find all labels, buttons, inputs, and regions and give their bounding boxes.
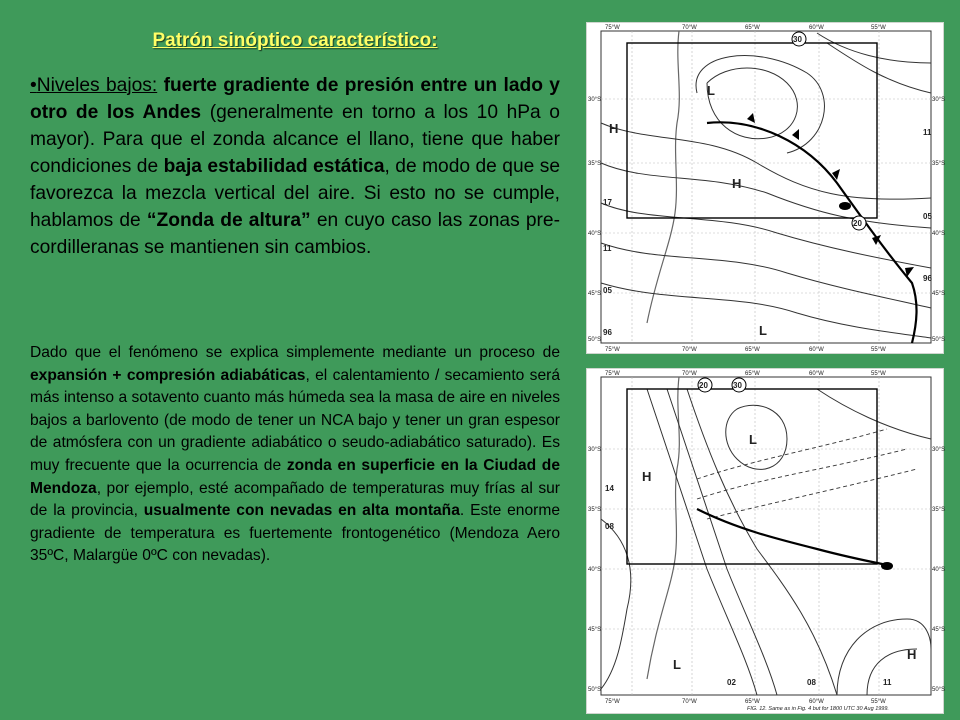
svg-text:11: 11: [923, 128, 932, 137]
svg-text:08: 08: [807, 678, 816, 687]
svg-text:60°W: 60°W: [809, 347, 824, 353]
svg-text:96: 96: [923, 274, 932, 283]
svg-text:H: H: [732, 176, 742, 191]
svg-text:55°W: 55°W: [871, 699, 886, 705]
svg-text:L: L: [759, 323, 767, 338]
svg-text:65°W: 65°W: [745, 347, 760, 353]
low-levels-paragraph: •Niveles bajos: fuerte gradiente de presión entre un lado y otro de los Andes (generalmente en torno a los 10 hPa o mayor). Para que el zonda alcance el llano, tiene que haber condiciones de baja estabilidad estática, de modo de que se favorezca la mezcla vertical del aire. Si esto no se cumple, hablamos de “Zonda de altura” en cuyo caso las zonas pre-cordilleranas se mantienen sin cambios.: [30, 75, 561, 258]
svg-text:17: 17: [603, 198, 612, 207]
svg-text:70°W: 70°W: [682, 347, 697, 353]
stability-text: baja estabilidad estática: [163, 156, 385, 177]
svg-text:75°W: 75°W: [605, 699, 620, 705]
svg-text:75°W: 75°W: [605, 371, 620, 377]
svg-text:45°S: 45°S: [932, 291, 946, 297]
svg-text:50°S: 50°S: [588, 687, 602, 693]
svg-text:H: H: [642, 469, 652, 484]
svg-text:11: 11: [883, 678, 892, 687]
svg-text:45°S: 45°S: [588, 627, 602, 633]
svg-text:55°W: 55°W: [871, 371, 886, 377]
svg-text:60°W: 60°W: [809, 25, 824, 31]
svg-text:40°S: 40°S: [932, 567, 946, 573]
svg-text:08: 08: [605, 522, 614, 531]
svg-text:14: 14: [605, 484, 614, 493]
svg-text:05: 05: [923, 212, 932, 221]
svg-text:11: 11: [603, 244, 612, 253]
svg-text:35°S: 35°S: [588, 507, 602, 513]
svg-text:55°W: 55°W: [871, 25, 886, 31]
synoptic-map-top: [586, 22, 944, 354]
svg-text:30°S: 30°S: [932, 447, 946, 453]
svg-text:40°S: 40°S: [932, 231, 946, 237]
svg-text:30°S: 30°S: [588, 447, 602, 453]
svg-text:35°S: 35°S: [588, 161, 602, 167]
snow-text: usualmente con nevadas en alta montaña: [143, 502, 460, 520]
mendoza-text: zonda en superficie en la Ciudad de Mendoza: [30, 456, 560, 497]
svg-text:02: 02: [727, 678, 736, 687]
svg-text:30°S: 30°S: [932, 97, 946, 103]
explanation-paragraph: Dado que el fenómeno se explica simplemente mediante un proceso de expansión + compresión adiabáticas, el calentamiento / secamiento será más intenso a sotavento cuanto más húmeda sea la masa de aire en niveles bajos a barlovento (de modo de tener un NCA bajo y tener un gran espesor de atmósfera con un gradiente adiabático o seudo-adiabático saturado). Es muy frecuente que la ocurrencia de zonda en superficie en la Ciudad de Mendoza, por ejemplo, esté acompañado de temperaturas muy frías al sur de la provincia, usualmente con nevadas en alta montaña. Este enorme gradiente de temperatura es fuertemente frontogenético (Mendoza Aero 35ºC, Malargüe 0ºC con nevadas).: [30, 344, 561, 565]
svg-text:65°W: 65°W: [745, 25, 760, 31]
svg-text:45°S: 45°S: [588, 291, 602, 297]
svg-text:35°S: 35°S: [932, 161, 946, 167]
zonda-altura-text: “Zonda de altura”: [146, 210, 311, 231]
svg-text:30: 30: [793, 35, 802, 44]
svg-text:50°S: 50°S: [932, 337, 946, 343]
svg-text:H: H: [907, 647, 917, 662]
svg-text:50°S: 50°S: [932, 687, 946, 693]
svg-text:40°S: 40°S: [588, 567, 602, 573]
svg-text:35°S: 35°S: [932, 507, 946, 513]
slide-title: Patrón sinóptico característico:: [152, 30, 438, 51]
pressure-gradient-text: fuerte gradiente de presión entre un lado y otro de los Andes: [30, 75, 560, 123]
svg-text:L: L: [749, 432, 757, 447]
svg-text:65°W: 65°W: [745, 371, 760, 377]
svg-text:60°W: 60°W: [809, 699, 824, 705]
svg-text:55°W: 55°W: [871, 347, 886, 353]
low-pressure-label: L: [707, 83, 715, 98]
svg-text:20: 20: [853, 219, 862, 228]
svg-text:65°W: 65°W: [745, 699, 760, 705]
svg-text:40°S: 40°S: [588, 231, 602, 237]
svg-text:70°W: 70°W: [682, 699, 697, 705]
bullet-heading: •Niveles bajos:: [30, 75, 158, 96]
svg-text:L: L: [673, 657, 681, 672]
map-caption: FIG. 12. Same as in Fig. 4 but for 1800 UTC 30 Aug 1999.: [747, 706, 889, 712]
svg-text:20: 20: [699, 381, 708, 390]
svg-text:70°W: 70°W: [682, 25, 697, 31]
svg-text:30°S: 30°S: [588, 97, 602, 103]
adiabatic-text: expansión + compresión adiabáticas: [30, 366, 306, 384]
svg-text:75°W: 75°W: [605, 347, 620, 353]
high-pressure-label: H: [609, 121, 619, 136]
svg-text:75°W: 75°W: [605, 25, 620, 31]
svg-text:60°W: 60°W: [809, 371, 824, 377]
svg-text:50°S: 50°S: [588, 337, 602, 343]
svg-text:30: 30: [733, 381, 742, 390]
svg-text:05: 05: [603, 286, 612, 295]
svg-text:70°W: 70°W: [682, 371, 697, 377]
svg-text:96: 96: [603, 328, 612, 337]
synoptic-map-bottom: [586, 368, 944, 714]
svg-text:45°S: 45°S: [932, 627, 946, 633]
